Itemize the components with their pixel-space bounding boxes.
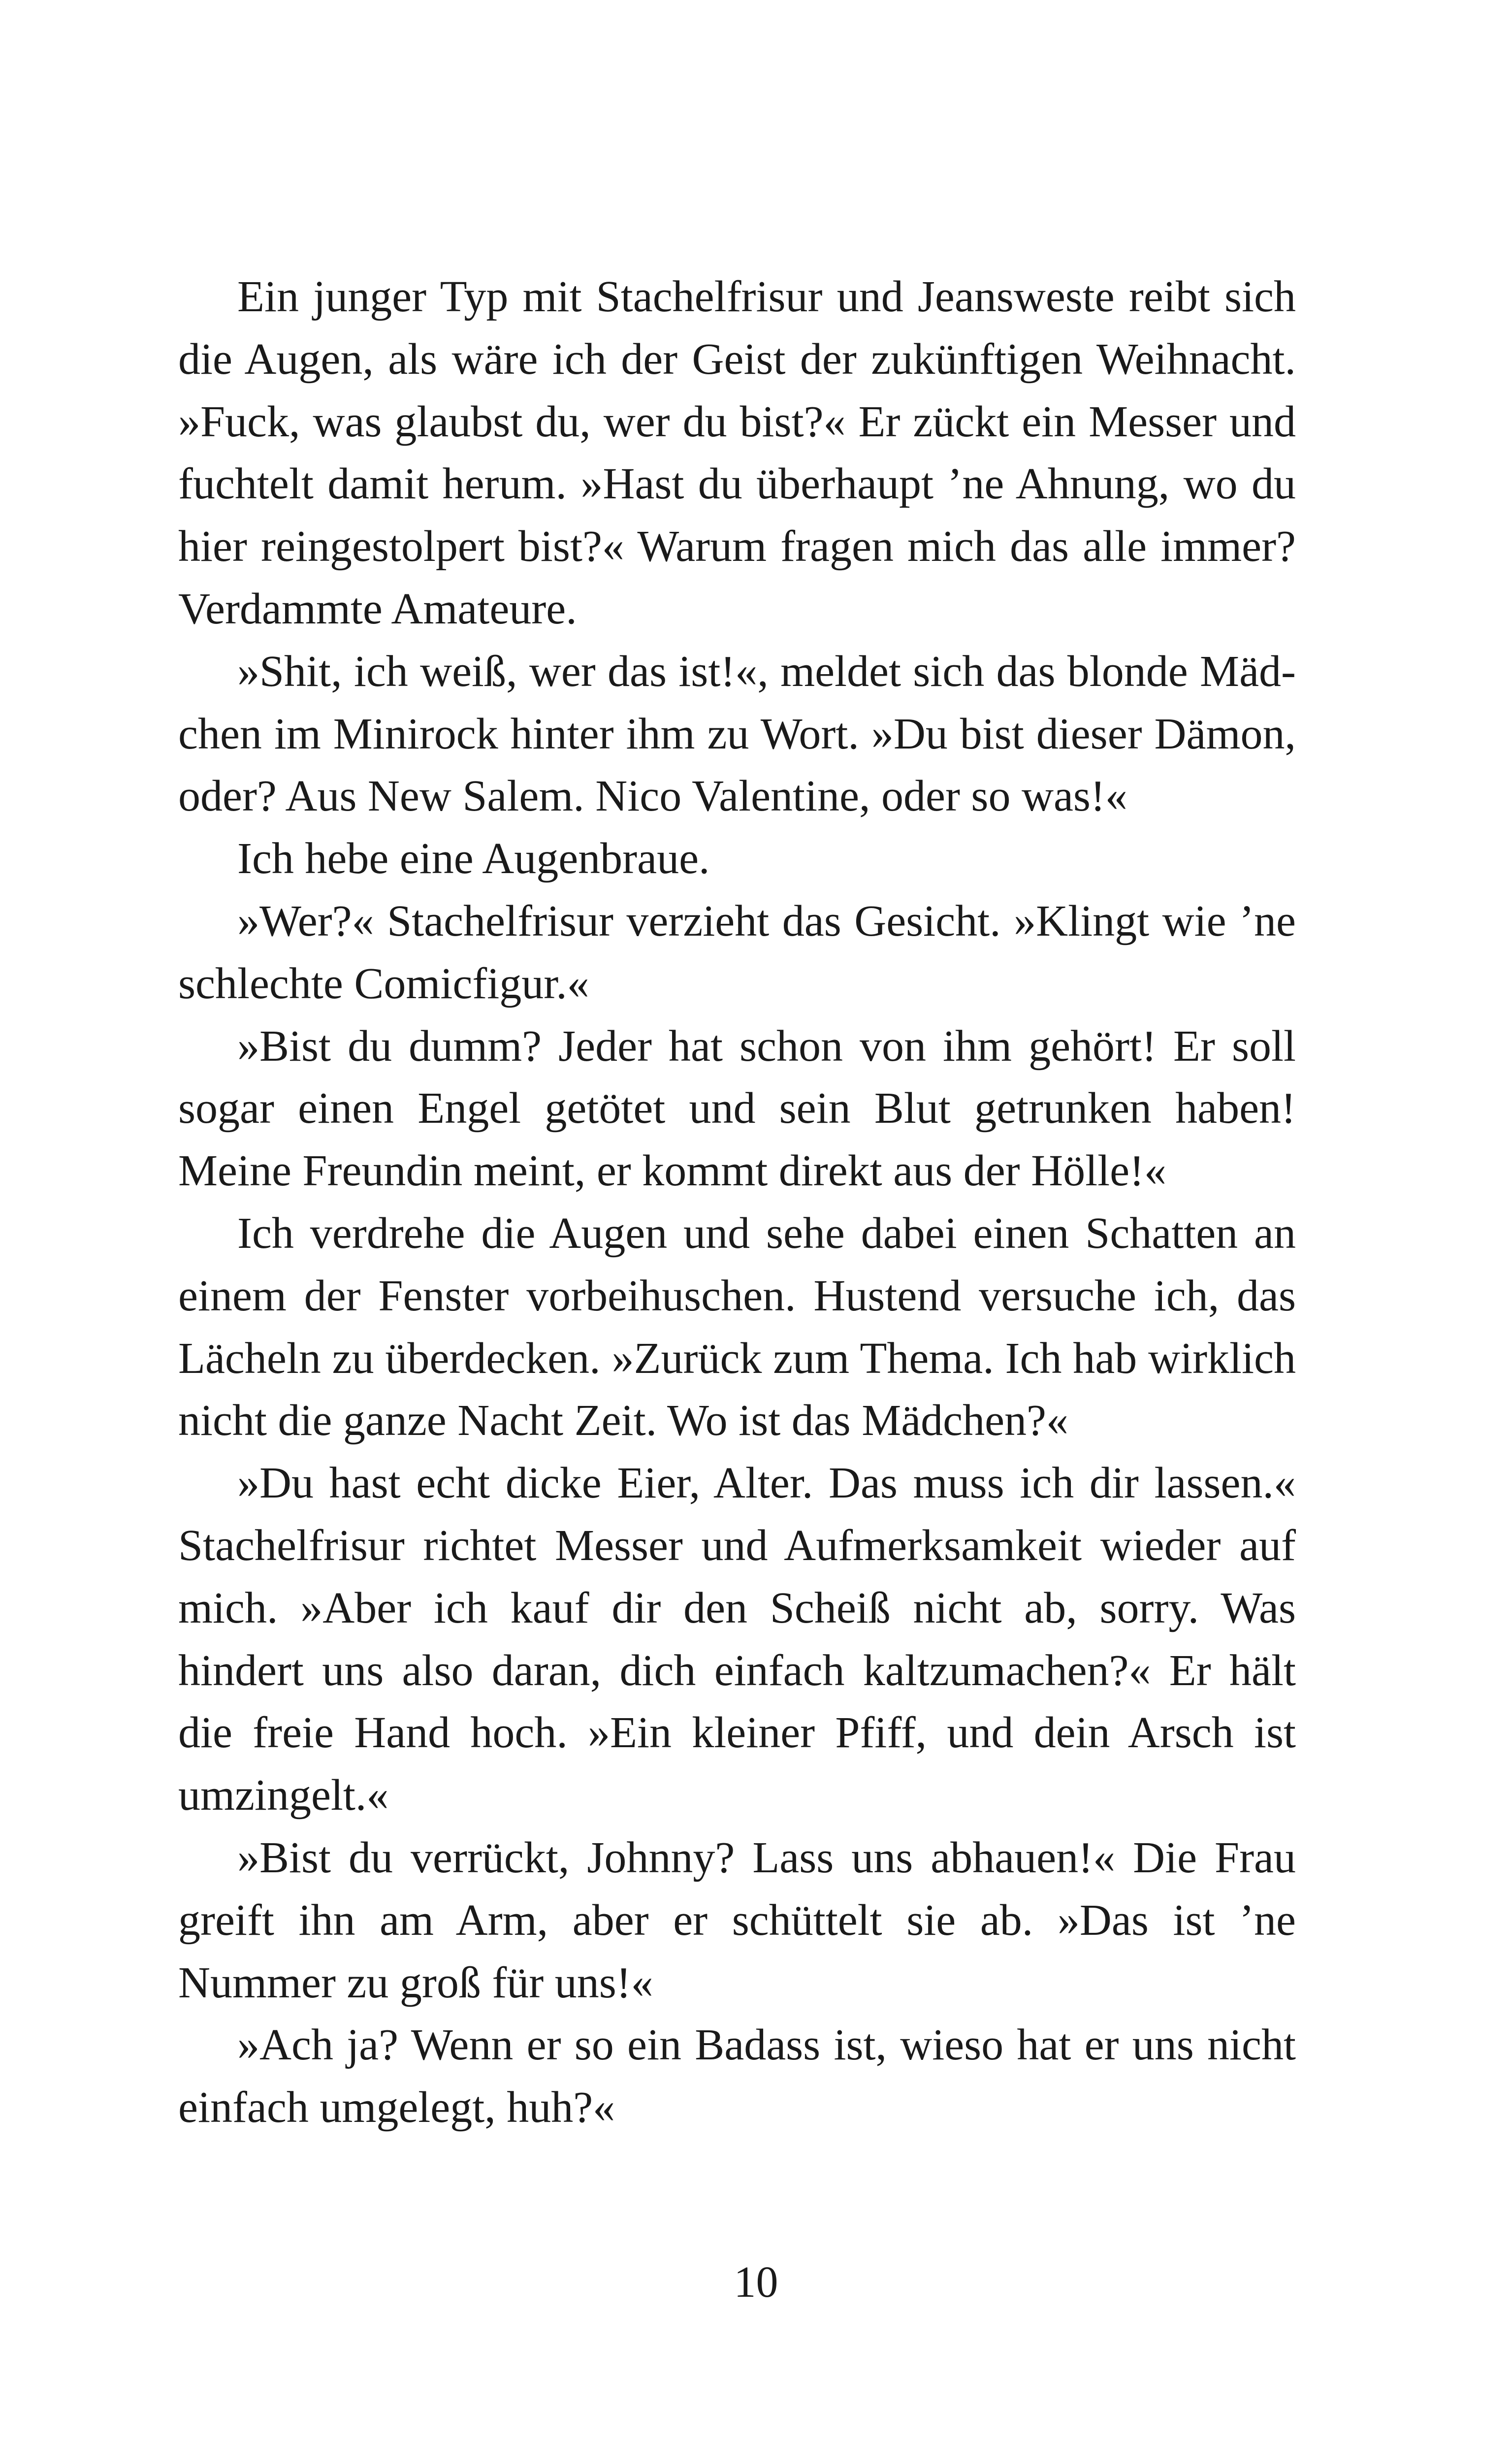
paragraph: »Shit, ich weiß, wer das ist!«, meldet sich das blonde Mädchen im Minirock hinter ihm zu Wort. »Du bist dieser Dämon, oder? Aus New Salem. Nico Valentine, oder so was!« <box>178 647 1296 821</box>
paragraph: Ich verdrehe die Augen und sehe dabei einen Schatten an einem der Fenster vorbeihuschen. Hustend versuche ich, das Lächeln zu überdecken. »Zurück zum Thema. Ich hab wirklich nicht die ganze Nacht Zeit. Wo ist das Mädchen?« <box>178 1208 1296 1445</box>
paragraph: »Bist du dumm? Jeder hat schon von ihm gehört! Er soll sogar einen Engel getötet und sein Blut getrunken haben! Meine Freundin meint, er kommt direkt aus der Hölle!« <box>178 1021 1296 1196</box>
paragraph: »Wer?« Stachelfrisur verzieht das Gesicht. »Klingt wie ’ne schlechte Comicfigur.« <box>178 896 1296 1008</box>
page-number: 10 <box>734 2258 778 2307</box>
paragraph: »Ach ja? Wenn er so ein Badass ist, wieso hat er uns nicht einfach umgelegt, huh?« <box>178 2020 1296 2132</box>
paragraph: »Bist du verrückt, Johnny? Lass uns abhauen!« Die Frau greift ihn am Arm, aber er schüttelt sie ab. »Das ist ’ne Nummer zu groß für uns!« <box>178 1833 1296 2007</box>
body-text <box>178 266 1296 2139</box>
paragraph: »Du hast echt dicke Eier, Alter. Das muss ich dir lassen.« Stachelfrisur richtet Messer und Aufmerksamkeit wieder auf mich. »Aber ich kauf dir den Scheiß nicht ab, sorry. Was hindert uns also daran, dich einfach kaltzumachen?« Er hält die freie Hand hoch. »Ein kleiner Pfiff, und dein Arsch ist umzingelt.« <box>178 1459 1296 1820</box>
paragraph: Ich hebe eine Augenbraue. <box>237 834 710 883</box>
paragraph: Ein junger Typ mit Stachelfrisur und Jeansweste reibt sich die Augen, als wäre ich der Geist der zukünftigen Weihnacht. »Fuck, was glaubst du, wer du bist?« Er zückt ein Messer und fuchtelt damit herum. »Hast du überhaupt ’ne Ahnung, wo du hier reingestolpert bist?« Warum fragen mich das alle immer? Verdammte Amateure. <box>178 272 1296 633</box>
